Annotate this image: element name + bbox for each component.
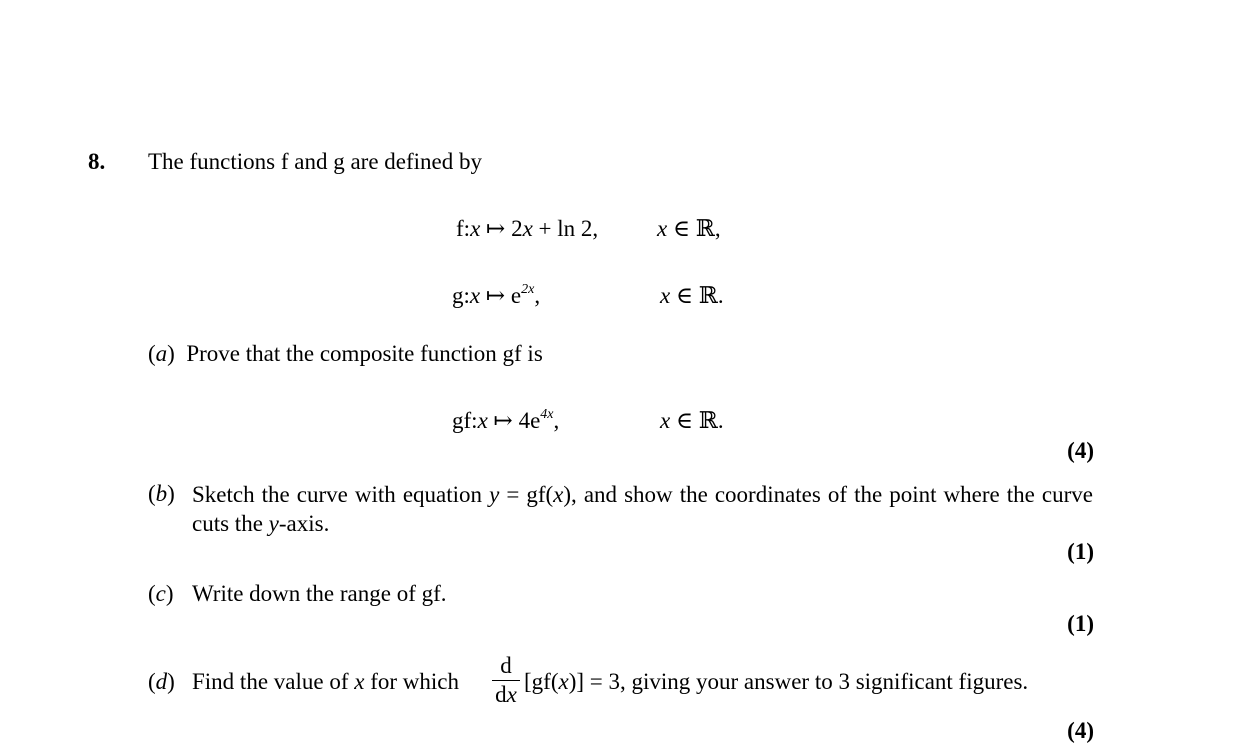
f-mapping-var: x	[470, 216, 481, 241]
f-domain-var: x	[657, 216, 668, 241]
part-b-text	[192, 480, 1093, 538]
question-intro: The functions f and g are defined by	[148, 149, 483, 174]
part-b-text-1: Sketch the curve with equation	[192, 482, 490, 507]
derivative-fraction	[492, 652, 520, 709]
g-mapping-var: x	[469, 283, 481, 308]
part-d-text-2: for which	[364, 669, 459, 694]
maps-to-symbol: ↦	[493, 408, 513, 433]
gf-domain-var: x	[660, 408, 671, 433]
g-domain	[660, 282, 724, 311]
part-d-marks: (4)	[1067, 718, 1094, 743]
part-c-label-wrap: (c)	[148, 581, 174, 606]
part-d-bracket-2: )] = 3, giving your answer to 3 significant figures.	[568, 669, 1029, 694]
f-rhs-suffix: + ln 2,	[532, 216, 599, 241]
part-c-label: c	[155, 581, 166, 606]
part-a: (a) Prove that the composite function gf is	[148, 341, 543, 366]
part-c-marks: (1)	[1067, 611, 1094, 636]
gf-domain	[660, 407, 724, 436]
part-d-label: d	[155, 669, 168, 694]
g-domain-rest: ∈ ℝ.	[670, 283, 724, 308]
fraction-den-var: x	[506, 682, 517, 707]
part-b-text-3: ), and show the coordinates of the point where the curve cuts the	[192, 482, 1093, 536]
f-domain-rest: ∈ ℝ,	[667, 216, 721, 241]
part-b-text-2: = gf(	[499, 482, 554, 507]
g-exponent: 2x	[521, 282, 535, 297]
fraction-denominator	[492, 681, 520, 709]
g-trail: ,	[534, 283, 541, 308]
part-b-var-y: y	[489, 482, 500, 507]
part-b-text-4: -axis.	[278, 511, 330, 536]
question-number: 8.	[88, 149, 106, 174]
part-b-var-x: x	[553, 482, 564, 507]
gf-exponent: 4x	[540, 407, 554, 422]
maps-to-symbol: ↦	[486, 216, 506, 241]
f-domain	[657, 215, 721, 244]
gf-trail: ,	[553, 408, 560, 433]
f-name: f	[456, 216, 464, 241]
f-rhs-var: x	[522, 216, 533, 241]
part-d-text-1: Find the value of	[192, 669, 355, 694]
part-d-var-x: x	[354, 669, 365, 694]
part-a-label: a	[155, 341, 168, 366]
gf-base: e	[530, 408, 541, 433]
part-b-label: b	[155, 481, 168, 506]
part-d-text-2-wrap	[524, 668, 1028, 697]
gf-result: gf:x ↦ $4e^{4x}$,	[452, 407, 560, 433]
g-name: g	[452, 283, 464, 308]
maps-to-symbol: ↦	[485, 283, 506, 308]
part-d-label-wrap: (d)	[148, 669, 175, 694]
g-domain-var: x	[660, 283, 671, 308]
part-d-bracket-1: [gf(	[524, 669, 559, 694]
g-base: e	[510, 283, 522, 308]
part-b-label-wrap: (b)	[148, 481, 175, 506]
f-rhs-prefix: 2	[511, 216, 523, 241]
fraction-numerator: d	[492, 652, 520, 681]
gf-mapping-var: x	[477, 408, 488, 433]
part-b-var-y2: y	[268, 511, 279, 536]
part-a-text: Prove that the composite function gf is	[186, 341, 543, 366]
gf-coef: 4	[518, 408, 531, 433]
g-definition: g:x ↦ $e^{2x}$,	[452, 282, 541, 308]
gf-name: gf	[452, 408, 472, 433]
part-a-marks: (4)	[1067, 438, 1094, 463]
part-d-bracket-var: x	[558, 669, 569, 694]
f-definition: f:x ↦ 2x + ln 2,	[456, 216, 599, 241]
part-d-text-1-wrap	[192, 668, 459, 697]
part-b-marks: (1)	[1067, 539, 1094, 564]
fraction-den-d: d	[495, 682, 507, 707]
part-c-text: Write down the range of gf.	[192, 581, 447, 606]
gf-domain-rest: ∈ ℝ.	[670, 408, 724, 433]
